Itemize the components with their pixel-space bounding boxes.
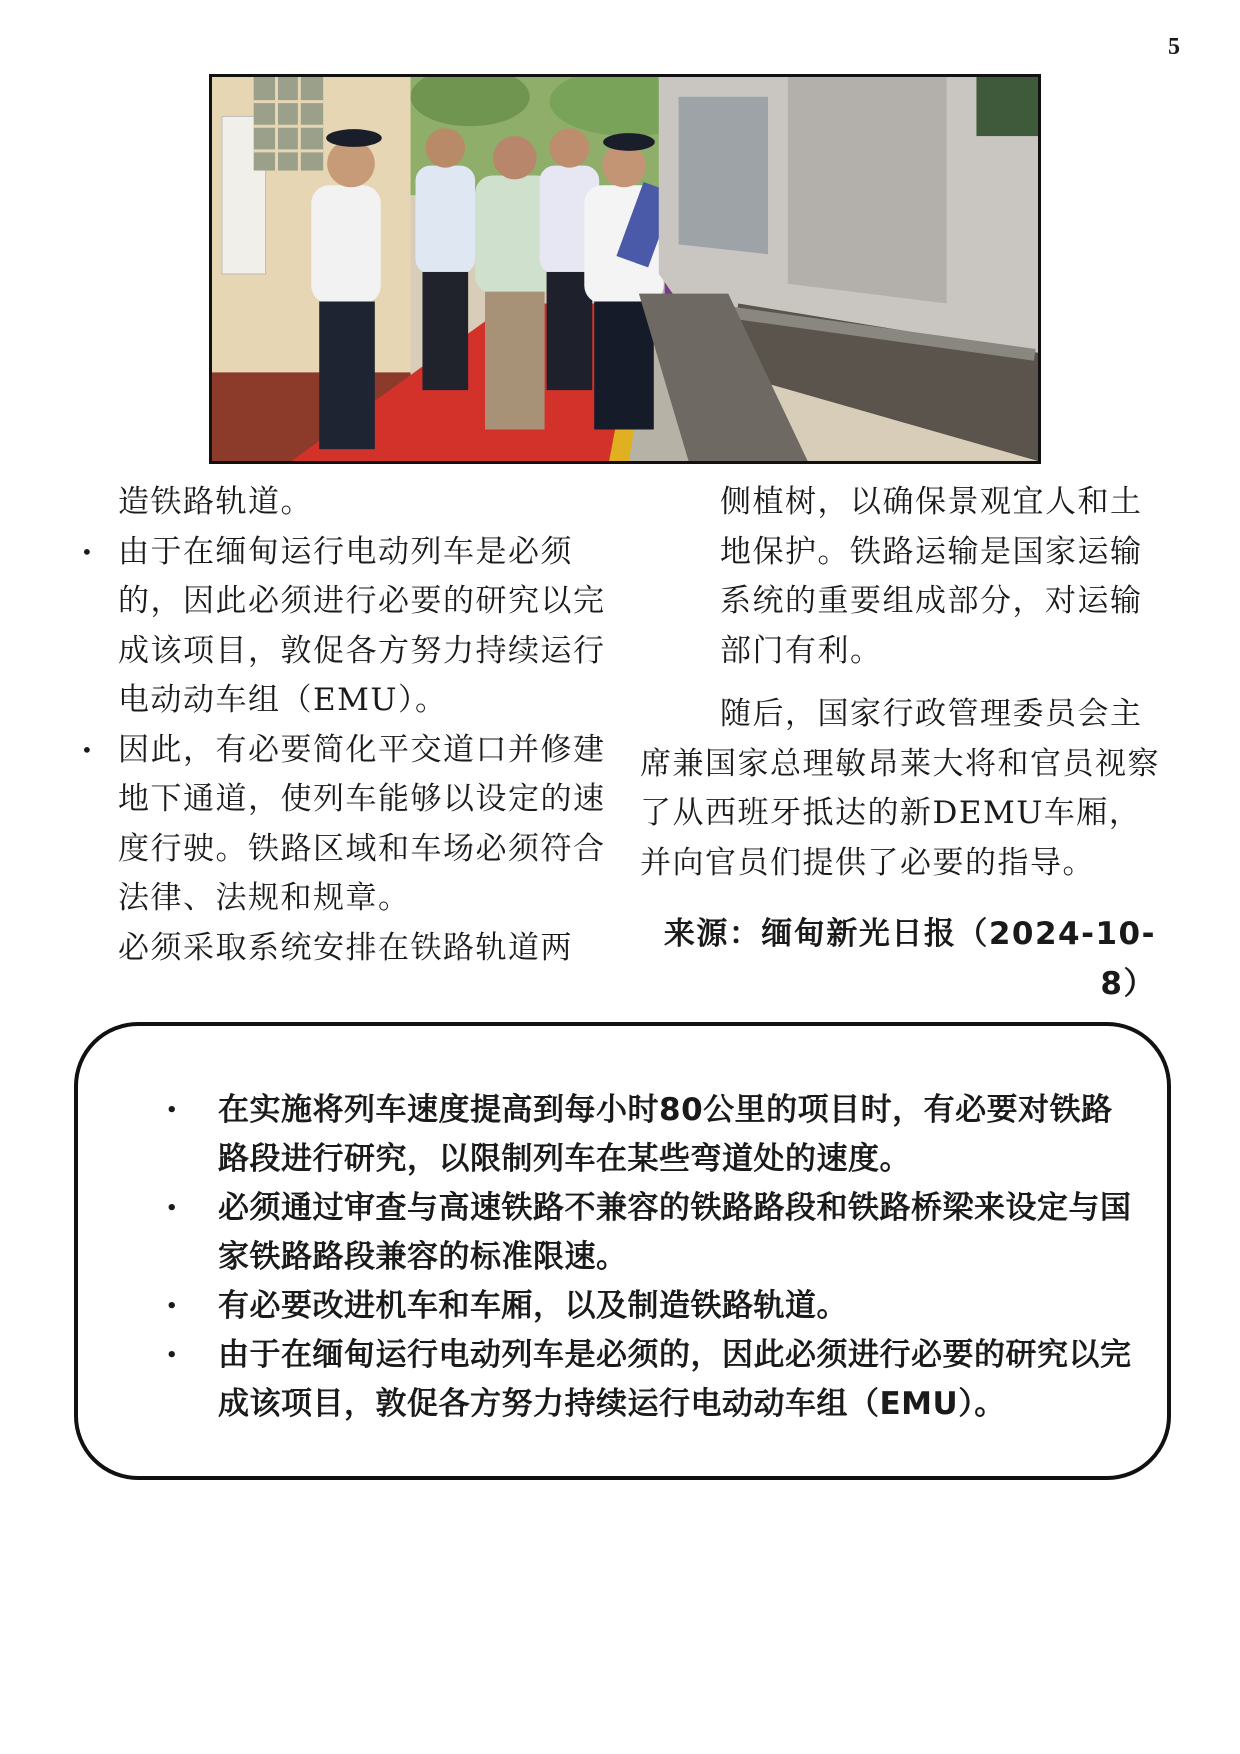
list-item-text: 有必要改进机车和车厢，以及制造铁路轨道。 — [218, 1288, 848, 1324]
bullet-icon: • — [166, 1198, 179, 1219]
list-item — [138, 1282, 1133, 1331]
summary-bullet-list — [138, 1086, 1133, 1429]
left-column — [81, 478, 610, 973]
list-item-text: 在实施将列车速度提高到每小时80公里的项目时，有必要对铁路路段进行研究，以限制列车在某些弯道处的速度。 — [218, 1092, 1113, 1177]
bullet-icon: • — [81, 539, 95, 564]
paragraph-text: 随后，国家行政管理委员会主席兼国家总理敏昂莱大将和官员视察了从西班牙抵达的新DEMU车厢，并向官员们提供了必要的指导。 — [640, 696, 1160, 881]
list-item-text: 因此，有必要简化平交道口并修建地下通道，使列车能够以设定的速度行驶。铁路区域和车场必须符合法律、法规和规章。 — [118, 731, 606, 916]
list-item — [138, 1331, 1133, 1429]
list-item — [138, 1086, 1133, 1184]
right-column-paragraph — [640, 690, 1166, 888]
page-number: 5 — [1168, 34, 1180, 60]
photo-illustration — [212, 77, 1038, 461]
list-item-text: 由于在缅甸运行电动列车是必须的，因此必须进行必要的研究以完成该项目，敦促各方努力持续运行电动动车组（EMU）。 — [218, 1337, 1132, 1422]
news-photo-officials-inspecting-train — [209, 74, 1041, 464]
list-item — [81, 726, 610, 924]
bullet-icon: • — [166, 1345, 179, 1366]
left-column-continued-text: 造铁路轨道。 — [118, 484, 313, 520]
right-column-continued-text: 侧植树，以确保景观宜人和土地保护。铁路运输是国家运输系统的重要组成部分，对运输部门有利。 — [720, 484, 1143, 669]
list-item-text: 由于在缅甸运行电动列车是必须的，因此必须进行必要的研究以完成该项目，敦促各方努力持续运行电动动车组（EMU）。 — [118, 533, 606, 718]
list-item — [138, 1184, 1133, 1282]
left-column-bullet-list — [81, 528, 610, 924]
list-item-text: 必须通过审查与高速铁路不兼容的铁路路段和铁路桥梁来设定与国家铁路路段兼容的标准限速。 — [218, 1190, 1132, 1275]
summary-box — [74, 1022, 1171, 1480]
bullet-icon: • — [166, 1296, 179, 1317]
bullet-icon: • — [81, 737, 95, 762]
list-item — [81, 528, 610, 726]
right-column — [640, 478, 1166, 1009]
source-citation: 来源：缅甸新光日报（2024-10-8） — [663, 916, 1156, 1002]
bullet-icon: • — [166, 1100, 179, 1121]
left-column-trailing-text: 必须采取系统安排在铁路轨道两 — [118, 929, 573, 966]
